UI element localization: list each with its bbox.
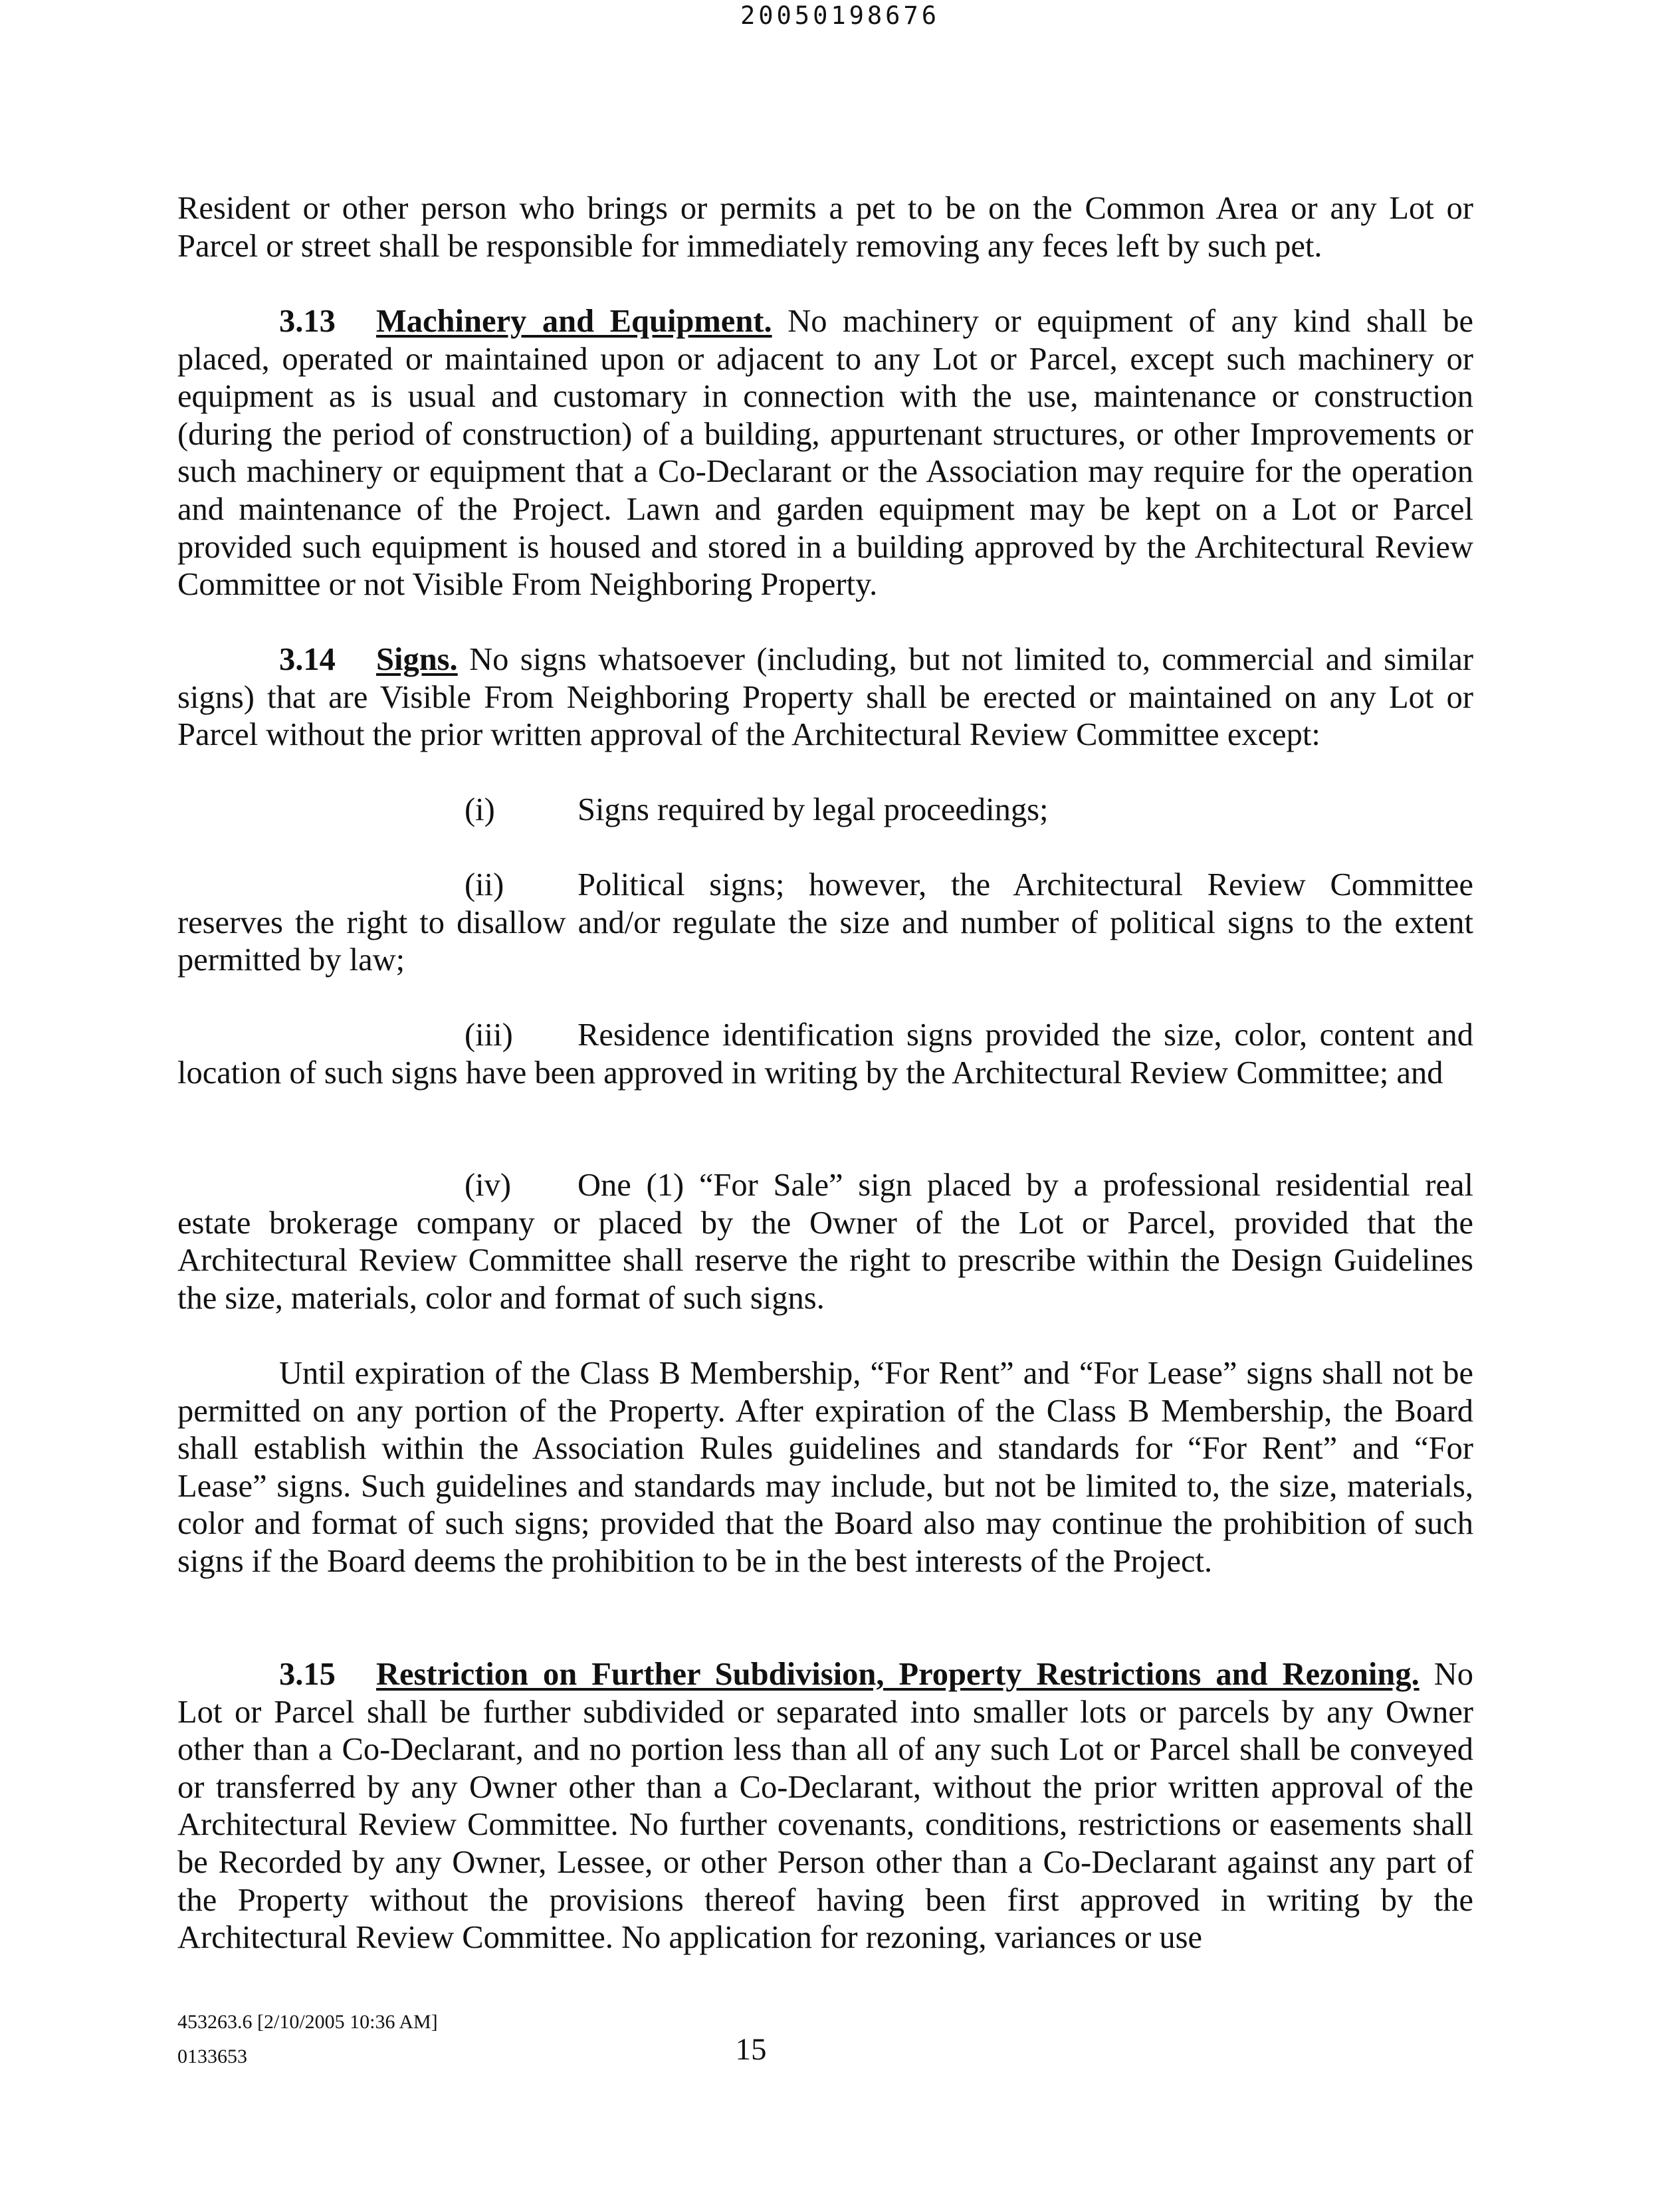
item-label: (ii) (465, 867, 504, 902)
section-text: No machinery or equipment of any kind shall be placed, operated or maintained upon or adjacent to any Lot or Parcel, except such machinery or equipment as is usual and customary in connection with the use, maintenance or construction (during the period of construction) of a building, appurtenant structures, or other Improvements or such machinery or equipment that a Co-Declarant or the Association may require for the operation and maintenance of the Project. Lawn and garden equipment may be kept on a Lot or Parcel provided such equipment is housed and stored in a building approved by the Architectural Review Committee or not Visible From Neighboring Property. (177, 304, 1473, 603)
recording-number: 20050198676 (740, 1, 940, 30)
item-text: One (1) “For Sale” sign placed by a professional residential real estate brokerage company or placed by the Owner of the Lot or Parcel, provided that the Architectural Review Committee shall reserve the right to prescribe within the Design Guidelines the size, materials, color and format of such signs. (177, 1168, 1473, 1316)
section-title: Signs. (376, 642, 458, 677)
section-text: No Lot or Parcel shall be further subdivided or separated into smaller lots or parcels by any Owner other than a Co-Declarant, and no portion less than all of any such Lot or Parcel shall be conveyed or transferred by any Owner other than a Co-Declarant, without the prior written approval of the Architectural Review Committee. No further covenants, conditions, restrictions or easements shall be Recorded by any Owner, Lessee, or other Person other than a Co-Declarant against any part of the Property without the provisions thereof having been first approved in writing by the Architectural Review Committee. No application for rezoning, variances or use (177, 1657, 1474, 1956)
section-3-13 (177, 303, 1473, 604)
item-label: (iii) (465, 1017, 513, 1053)
section-number: 3.14 (279, 642, 336, 677)
section-number: 3.13 (279, 304, 336, 339)
sign-item-i (465, 791, 1048, 829)
footer-document-reference: 453263.6 [2/10/2005 10:36 AM] (177, 2011, 438, 2033)
item-text: Signs required by legal proceedings; (578, 792, 1049, 827)
item-text: Residence identification signs provided the size, color, content and location of such signs have been approved in writing by the Architectural Review Committee; and (177, 1017, 1473, 1091)
footer-client-reference: 0133653 (177, 2045, 247, 2067)
paragraph-pet-feces: Resident or other person who brings or permits a pet to be on the Common Area or any Lot or Parcel or street shall be responsible for immediately removing any feces left by such pet. (177, 191, 1473, 264)
item-text: Political signs; however, the Architectural Review Committee reserves the right to disallow and/or regulate the size and number of political signs to the extent permitted by law; (177, 867, 1473, 978)
section-number: 3.15 (279, 1657, 336, 1692)
paragraph-for-rent: Until expiration of the Class B Membership, “For Rent” and “For Lease” signs shall not be permitted on any portion of the Property. After expiration of the Class B Membership, the Board shall establish within the Association Rules guidelines and standards for “For Rent” and “For Lease” signs. Such guidelines and standards may include, but not be limited to, the size, materials, color and format of such signs; provided that the Board also may continue the prohibition of such signs if the Board deems the prohibition to be in the best interests of the Project. (177, 1356, 1473, 1579)
section-title: Machinery and Equipment. (376, 304, 772, 339)
section-text: No signs whatsoever (including, but not limited to, commercial and similar signs) that are Visible From Neighboring Property shall be erected or maintained on any Lot or Parcel without the prior written approval of the Architectural Review Committee except: (177, 642, 1473, 753)
page-number: 15 (735, 2032, 767, 2067)
sign-item-ii (177, 867, 1473, 980)
section-3-14 (177, 641, 1473, 754)
item-label: (i) (465, 792, 495, 827)
section-3-15 (177, 1656, 1473, 1957)
item-label: (iv) (465, 1168, 512, 1203)
sign-item-iii (177, 1017, 1473, 1092)
sign-item-iv (177, 1167, 1473, 1317)
section-title: Restriction on Further Subdivision, Property Restrictions and Rezoning. (376, 1657, 1419, 1692)
